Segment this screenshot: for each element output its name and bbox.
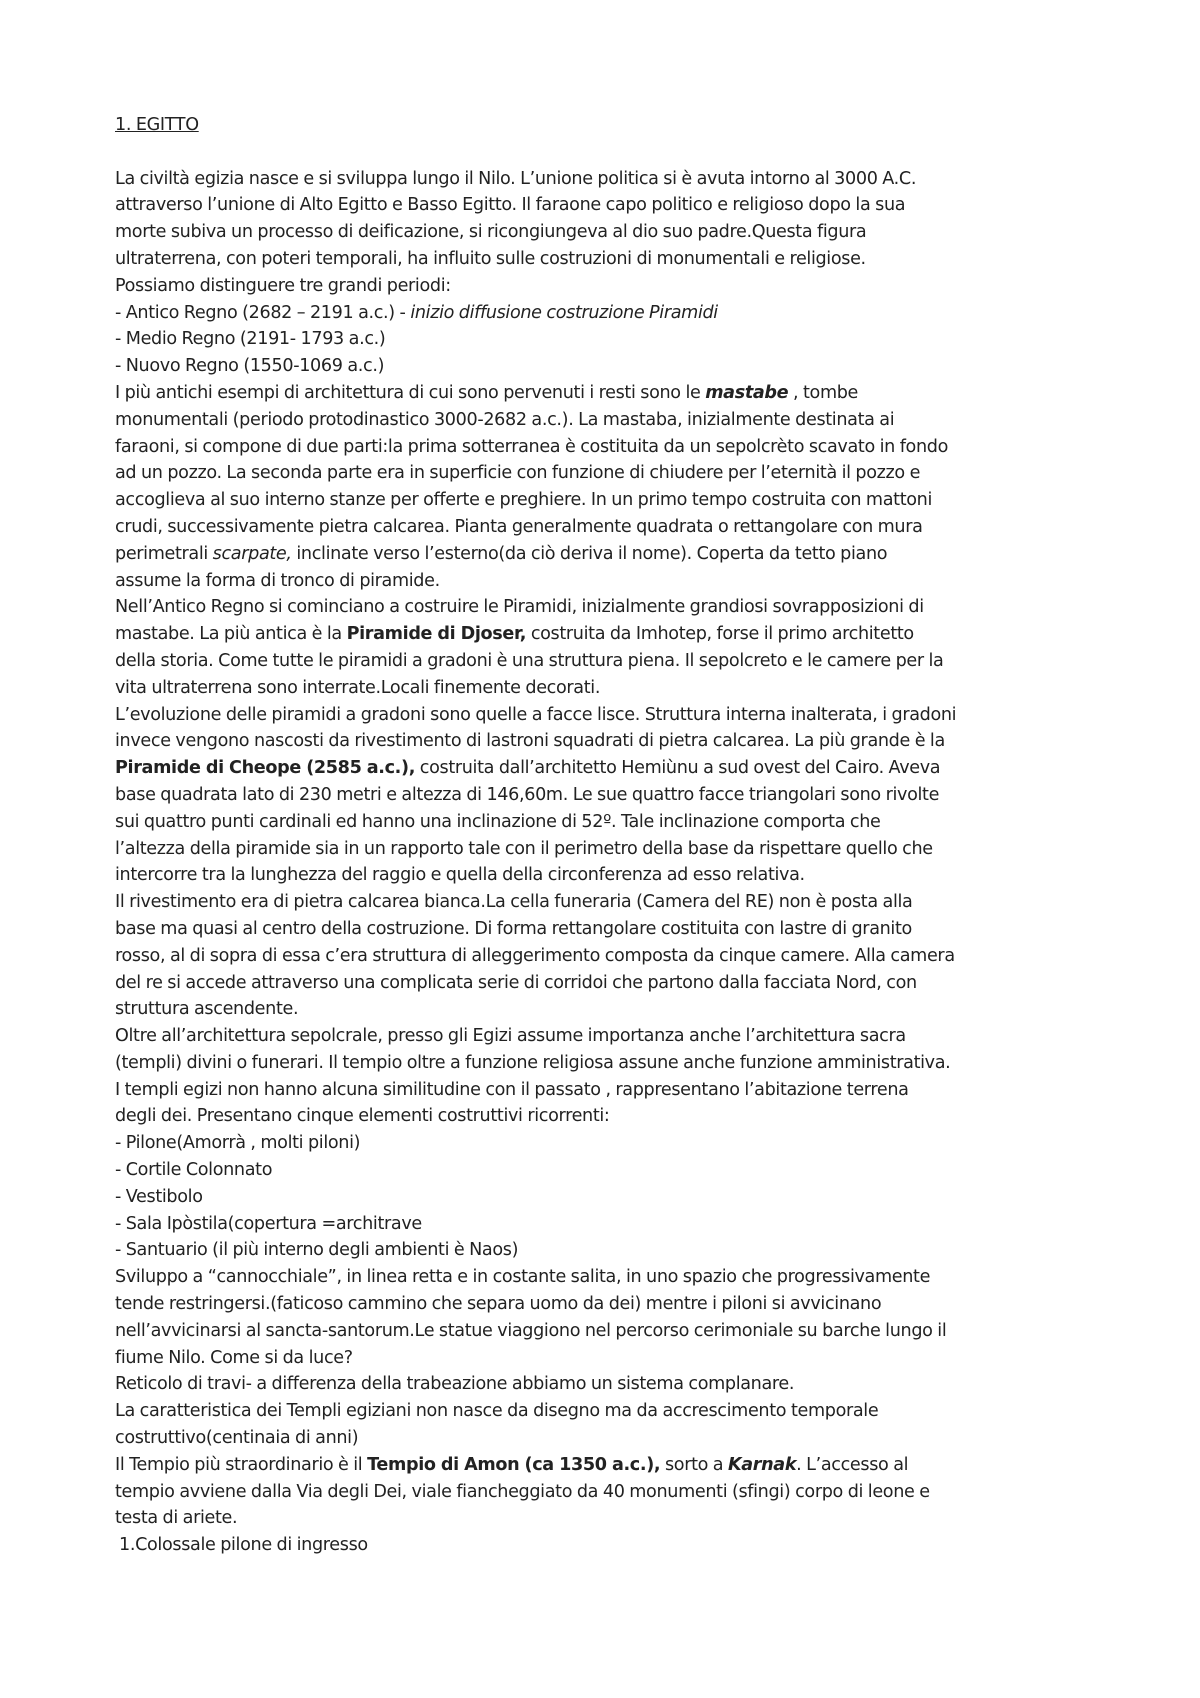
amon-paragraph: [115, 1452, 1115, 1559]
periods-list: [115, 300, 1115, 380]
text-line: tempio avviene dalla Via degli Dei, viale fiancheggiato da 40 monumenti (sfingi) corpo di leone e: [115, 1481, 930, 1502]
text-line: degli dei. Presentano cinque elementi costruttivi ricorrenti:: [115, 1106, 610, 1127]
templi-paragraph: [115, 1023, 1115, 1452]
list-item: - Nuovo Regno (1550-1069 a.c.): [115, 356, 385, 377]
text-line: costruttivo(centinaia di anni): [115, 1428, 359, 1449]
text-run: . L’accesso al: [796, 1454, 909, 1475]
text-line: testa di ariete.: [115, 1508, 238, 1529]
list-item: [115, 300, 1115, 327]
text-line: Sviluppo a “cannocchiale”, in linea retta e in costante salita, in uno spazio che progressivamente: [115, 1267, 931, 1288]
period-label: - Antico Regno (2682 – 2191 a.c.) -: [115, 302, 411, 323]
list-item: - Sala Ipòstila(copertura =architrave: [115, 1213, 422, 1234]
text-line: vita ultraterrena sono interrate.Locali finemente decorati.: [115, 677, 601, 698]
text-line: ultraterrena, con poteri temporali, ha influito sulle costruzioni di monumentali e religiose.: [115, 248, 866, 269]
text-line: attraverso l’unione di Alto Egitto e Basso Egitto. Il faraone capo politico e religioso dopo la sua: [115, 195, 906, 216]
text-run: perimetrali: [115, 543, 213, 564]
text-line: La civiltà egizia nasce e si sviluppa lungo il Nilo. L’unione politica si è avuta intorno al 3000 A.C.: [115, 168, 917, 189]
text-run: costruita dall’architetto Hemiùnu a sud ovest del Cairo. Aveva: [415, 758, 941, 779]
text-line: sui quattro punti cardinali ed hanno una inclinazione di 52º. Tale inclinazione comporta che: [115, 811, 881, 832]
text-line: tende restringersi.(faticoso cammino che separa uomo da dei) mentre i piloni si avvicinano: [115, 1294, 882, 1315]
list-item: 1.Colossale pilone di ingresso: [119, 1535, 368, 1556]
text-run: sorto a: [660, 1454, 728, 1475]
text-line: morte subiva un processo di deificazione, si ricongiungeva al dio suo padre.Questa figura: [115, 222, 867, 243]
list-item: - Medio Regno (2191- 1793 a.c.): [115, 329, 386, 350]
list-item: - Vestibolo: [115, 1186, 203, 1207]
text-run: Il Tempio più straordinario è il: [115, 1454, 368, 1475]
text-run: I più antichi esempi di architettura di cui sono pervenuti i resti sono le: [115, 382, 706, 403]
djoser-paragraph: [115, 594, 1115, 701]
document-page: [115, 112, 1115, 1559]
mastaba-paragraph: [115, 380, 1115, 594]
text-line: l’altezza della piramide sia in un rapporto tale con il perimetro della base da rispettare quello che: [115, 838, 933, 859]
text-line: nell’avvicinarsi al sancta-santorum.Le statue viaggiono nel percorso cerimoniale su barche lungo il: [115, 1320, 947, 1341]
list-item: - Santuario (il più interno degli ambienti è Naos): [115, 1240, 519, 1261]
intro-paragraph: [115, 166, 1115, 300]
term-tempio-amon: Tempio di Amon (ca 1350 a.c.),: [367, 1454, 661, 1475]
term-piramide-cheope: Piramide di Cheope (2585 a.c.),: [115, 758, 416, 779]
text-line: assume la forma di tronco di piramide.: [115, 570, 440, 591]
cheope-paragraph: [115, 702, 1115, 1024]
text-line: Il rivestimento era di pietra calcarea bianca.La cella funeraria (Camera del RE) non è posta alla: [115, 892, 913, 913]
term-mastabe: mastabe: [705, 382, 789, 403]
text-line: base quadrata lato di 230 metri e altezza di 146,60m. Le sue quattro facce triangolari sono rivolte: [115, 784, 940, 805]
text-line: crudi, successivamente pietra calcarea. Pianta generalmente quadrata o rettangolare con mura: [115, 516, 923, 537]
text-line: base ma quasi al centro della costruzione. Di forma rettangolare costituita con lastre di granito: [115, 918, 912, 939]
text-line: Oltre all’architettura sepolcrale, presso gli Egizi assume importanza anche l’architettura sacra: [115, 1026, 906, 1047]
period-note: inizio diffusione costruzione Piramidi: [410, 302, 718, 323]
text-run: mastabe. La più antica è la: [115, 624, 347, 645]
text-line: [115, 1452, 1115, 1479]
text-line: della storia. Come tutte le piramidi a gradoni è una struttura piena. Il sepolcreto e le camere per la: [115, 650, 944, 671]
text-run: inclinate verso l’esterno(da ciò deriva il nome). Coperta da tetto piano: [291, 543, 888, 564]
text-run: costruita da Imhotep, forse il primo architetto: [526, 624, 914, 645]
text-line: Possiamo distinguere tre grandi periodi:: [115, 275, 451, 296]
text-line: L’evoluzione delle piramidi a gradoni sono quelle a facce lisce. Struttura interna inalterata, i gradoni: [115, 704, 957, 725]
text-line: invece vengono nascosti da rivestimento di lastroni squadrati di pietra calcarea. La più grande è la: [115, 731, 945, 752]
text-line: faraoni, si compone di due parti:la prima sotterranea è costituita da un sepolcrèto scavato in fondo: [115, 436, 948, 457]
text-line: I templi egizi non hanno alcuna similitudine con il passato , rappresentano l’abitazione terrena: [115, 1079, 909, 1100]
text-line: del re si accede attraverso una complicata serie di corridoi che partono dalla facciata Nord, con: [115, 972, 917, 993]
text-line: intercorre tra la lunghezza del raggio e quella della circonferenza ad esso relativa.: [115, 865, 805, 886]
list-item: - Pilone(Amorrà , molti piloni): [115, 1133, 361, 1154]
text-line: [115, 621, 1115, 648]
text-line: (templi) divini o funerari. Il tempio oltre a funzione religiosa assune anche funzione amministrativa.: [115, 1052, 951, 1073]
text-line: accoglieva al suo interno stanze per offerte e preghiere. In un primo tempo costruita con mattoni: [115, 490, 933, 511]
text-line: [115, 541, 1115, 568]
text-line: fiume Nilo. Come si da luce?: [115, 1347, 353, 1368]
text-line: Reticolo di travi- a differenza della trabeazione abbiamo un sistema complanare.: [115, 1374, 795, 1395]
list-item: - Cortile Colonnato: [115, 1160, 273, 1181]
text-line: struttura ascendente.: [115, 999, 299, 1020]
text-line: Nell’Antico Regno si cominciano a costruire le Piramidi, inizialmente grandiosi sovrapposizioni di: [115, 597, 924, 618]
section-title: 1. EGITTO: [115, 115, 199, 135]
text-line: rosso, al di sopra di essa c’era struttura di alleggerimento composta da cinque camere. Alla camera: [115, 945, 955, 966]
text-run: , tombe: [788, 382, 859, 403]
term-karnak: Karnak: [727, 1454, 797, 1475]
text-line: monumentali (periodo protodinastico 3000-2682 a.c.). La mastaba, inizialmente destinata ai: [115, 409, 895, 430]
term-piramide-djoser: Piramide di Djoser,: [346, 624, 527, 645]
text-line: La caratteristica dei Templi egiziani non nasce da disegno ma da accrescimento temporale: [115, 1401, 879, 1422]
term-scarpate: scarpate,: [212, 543, 292, 564]
text-line: [115, 755, 1115, 782]
text-line: ad un pozzo. La seconda parte era in superficie con funzione di chiudere per l’eternità il pozzo e: [115, 463, 921, 484]
text-line: [115, 380, 1115, 407]
